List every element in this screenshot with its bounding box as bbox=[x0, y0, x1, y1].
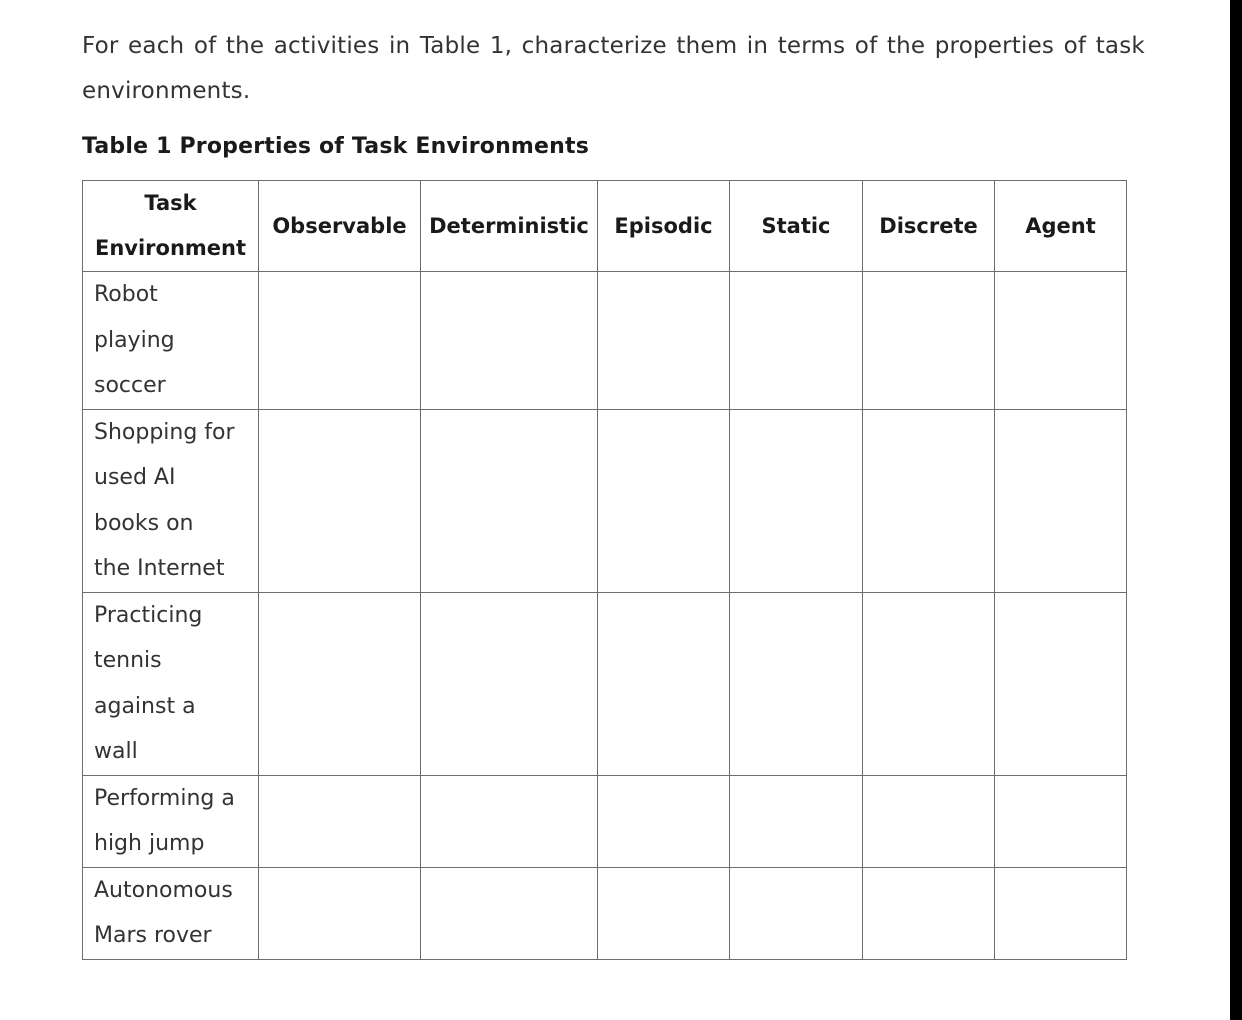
deterministic-cell[interactable] bbox=[421, 409, 598, 592]
agent-cell[interactable] bbox=[995, 775, 1127, 867]
observable-cell[interactable] bbox=[259, 272, 421, 410]
header-discrete: Discrete bbox=[863, 181, 995, 272]
discrete-cell[interactable] bbox=[863, 867, 995, 959]
observable-cell[interactable] bbox=[259, 775, 421, 867]
task-env-line: Shopping for bbox=[94, 419, 235, 445]
header-static: Static bbox=[730, 181, 863, 272]
discrete-cell[interactable] bbox=[863, 272, 995, 410]
task-environments-table bbox=[82, 180, 1127, 960]
episodic-cell[interactable] bbox=[598, 867, 730, 959]
episodic-cell[interactable] bbox=[598, 272, 730, 410]
agent-cell[interactable] bbox=[995, 867, 1127, 959]
episodic-cell[interactable] bbox=[598, 409, 730, 592]
instructions-paragraph bbox=[82, 24, 1162, 114]
task-env-line: Mars rover bbox=[94, 923, 212, 948]
task-env-line: playing bbox=[94, 327, 175, 353]
instructions-line-2: environments. bbox=[82, 78, 251, 104]
task-env-line: soccer bbox=[94, 373, 166, 398]
header-deterministic: Deterministic bbox=[421, 181, 598, 272]
table-row bbox=[83, 272, 1127, 410]
discrete-cell[interactable] bbox=[863, 592, 995, 775]
table-caption: Table 1 Properties of Task Environments bbox=[82, 134, 590, 159]
static-cell[interactable] bbox=[730, 775, 863, 867]
static-cell[interactable] bbox=[730, 867, 863, 959]
task-env-line: tennis bbox=[94, 648, 162, 673]
task-env-cell bbox=[83, 775, 259, 867]
task-env-line: Practicing bbox=[94, 602, 203, 628]
task-env-line: the Internet bbox=[94, 556, 225, 581]
discrete-cell[interactable] bbox=[863, 775, 995, 867]
observable-cell[interactable] bbox=[259, 409, 421, 592]
header-task-environment bbox=[83, 181, 259, 272]
header-observable: Observable bbox=[259, 181, 421, 272]
table-row bbox=[83, 409, 1127, 592]
deterministic-cell[interactable] bbox=[421, 272, 598, 410]
task-env-line: Performing a bbox=[94, 785, 235, 811]
table-header-row bbox=[83, 181, 1127, 272]
episodic-cell[interactable] bbox=[598, 775, 730, 867]
task-env-cell bbox=[83, 409, 259, 592]
header-task-line: Task bbox=[144, 191, 197, 215]
discrete-cell[interactable] bbox=[863, 409, 995, 592]
table-row bbox=[83, 592, 1127, 775]
agent-cell[interactable] bbox=[995, 272, 1127, 410]
observable-cell[interactable] bbox=[259, 867, 421, 959]
task-env-line: wall bbox=[94, 739, 138, 764]
header-agent: Agent bbox=[995, 181, 1127, 272]
task-env-cell bbox=[83, 867, 259, 959]
observable-cell[interactable] bbox=[259, 592, 421, 775]
task-env-line: against a bbox=[94, 693, 196, 719]
task-env-cell bbox=[83, 592, 259, 775]
deterministic-cell[interactable] bbox=[421, 775, 598, 867]
agent-cell[interactable] bbox=[995, 592, 1127, 775]
header-episodic: Episodic bbox=[598, 181, 730, 272]
task-env-cell bbox=[83, 272, 259, 410]
page-edge-bar bbox=[1230, 0, 1242, 1020]
episodic-cell[interactable] bbox=[598, 592, 730, 775]
deterministic-cell[interactable] bbox=[421, 592, 598, 775]
task-env-line: high jump bbox=[94, 831, 205, 856]
task-env-line: books on bbox=[94, 510, 194, 536]
header-environment-line: Environment bbox=[94, 236, 247, 260]
agent-cell[interactable] bbox=[995, 409, 1127, 592]
task-env-line: used AI bbox=[94, 465, 176, 490]
task-env-line: Robot bbox=[94, 282, 158, 307]
table-row bbox=[83, 867, 1127, 959]
task-env-line: Autonomous bbox=[94, 877, 233, 903]
static-cell[interactable] bbox=[730, 592, 863, 775]
static-cell[interactable] bbox=[730, 272, 863, 410]
table-row bbox=[83, 775, 1127, 867]
static-cell[interactable] bbox=[730, 409, 863, 592]
instructions-line-1: For each of the activities in Table 1, characterize them in terms of the properties of task bbox=[82, 33, 1145, 59]
deterministic-cell[interactable] bbox=[421, 867, 598, 959]
